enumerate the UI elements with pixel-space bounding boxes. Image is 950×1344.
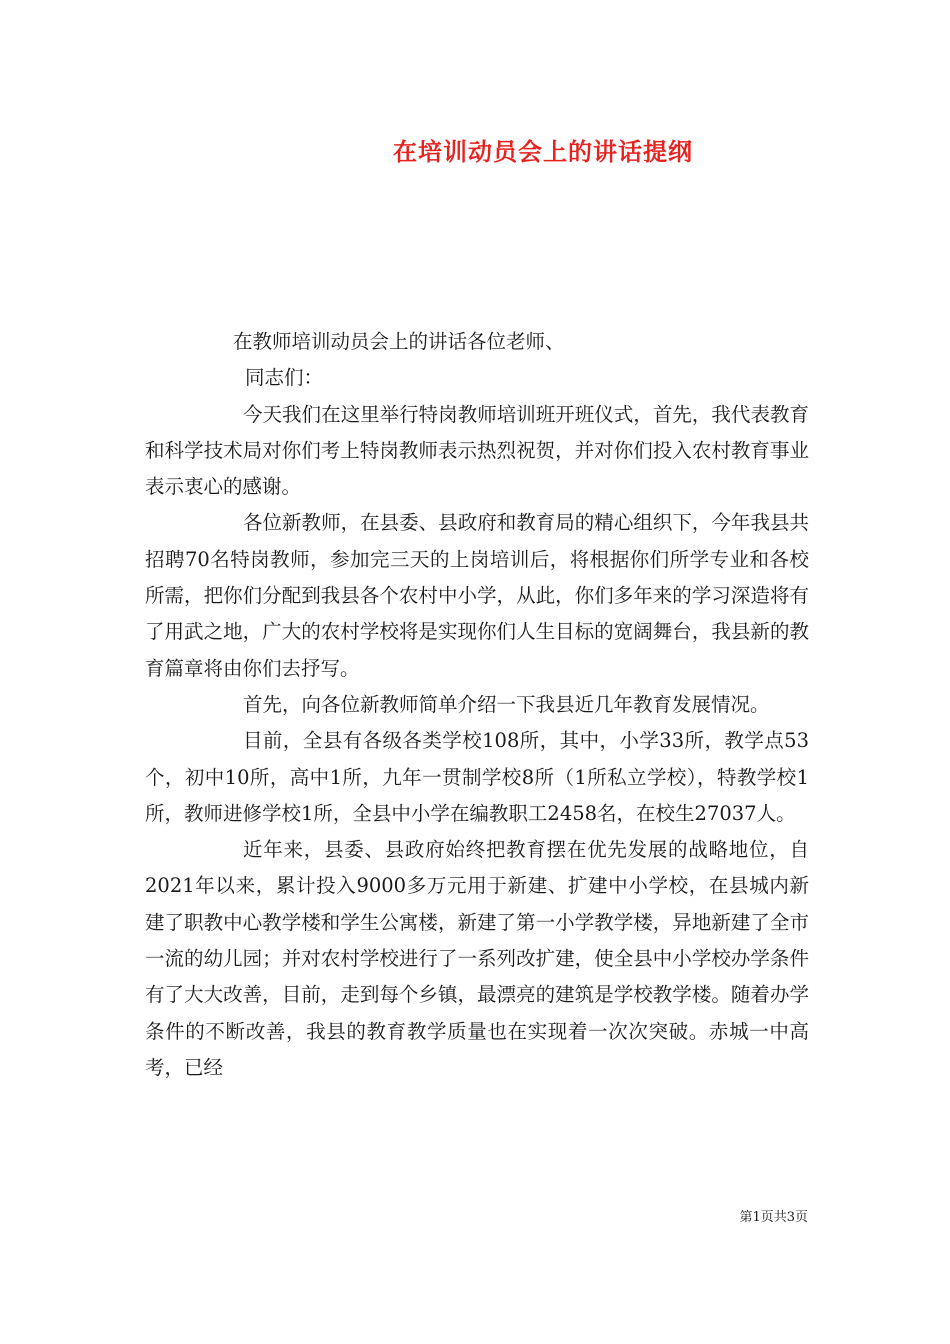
paragraph-2: 各位新教师，在县委、县政府和教育局的精心组织下，今年我县共招聘70名特岗教师，参加完三天的上岗培训后，将根据你们所学专业和各校所需，把你们分配到我县各个农村中小学，从此，你们多年来的学习深造将有了用武之地，广大的农村学校将是实现你们人生目标的宽阔舞台，我县新的教育篇章将由你们去抒写。 xyxy=(145,511,809,680)
paragraph-3: 首先，向各位新教师简单介绍一下我县近几年教育发展情况。 xyxy=(243,692,770,716)
page-number: 第1页共3页 xyxy=(739,1210,808,1225)
paragraph-1: 今天我们在这里举行特岗教师培训班开班仪式，首先，我代表教育和科学技术局对你们考上特岗教师表示热烈祝贺，并对你们投入农村教育事业表示衷心的感谢。 xyxy=(145,402,809,499)
paragraph-4: 目前，全县有各级各类学校108所，其中，小学33所，教学点53个，初中10所，高中1所，九年一贯制学校8所（1所私立学校），特教学校1所，教师进修学校1所，全县中小学在编教职工2458名，在校生27037人。 xyxy=(145,729,809,825)
document-body xyxy=(145,324,809,1086)
paragraph-5: 近年来，县委、县政府始终把教育摆在优先发展的战略地位，自2021年以来，累计投入9000多万元用于新建、扩建中小学校，在县城内新建了职教中心教学楼和学生公寓楼，新建了第一小学教学楼，异地新建了全市一流的幼儿园；并对农村学校进行了一系列改扩建，使全县中小学校办学条件有了大大改善，目前，走到每个乡镇，最漂亮的建筑是学校教学楼。随着办学条件的不断改善，我县的教育教学质量也在实现着一次次突破。赤城一中高考，已经 xyxy=(145,838,809,1079)
greeting-line: 同志们： xyxy=(245,366,324,390)
intro-line: 在教师培训动员会上的讲话各位老师、 xyxy=(233,330,565,353)
page-title: 在培训动员会上的讲话提纲 xyxy=(393,137,693,166)
